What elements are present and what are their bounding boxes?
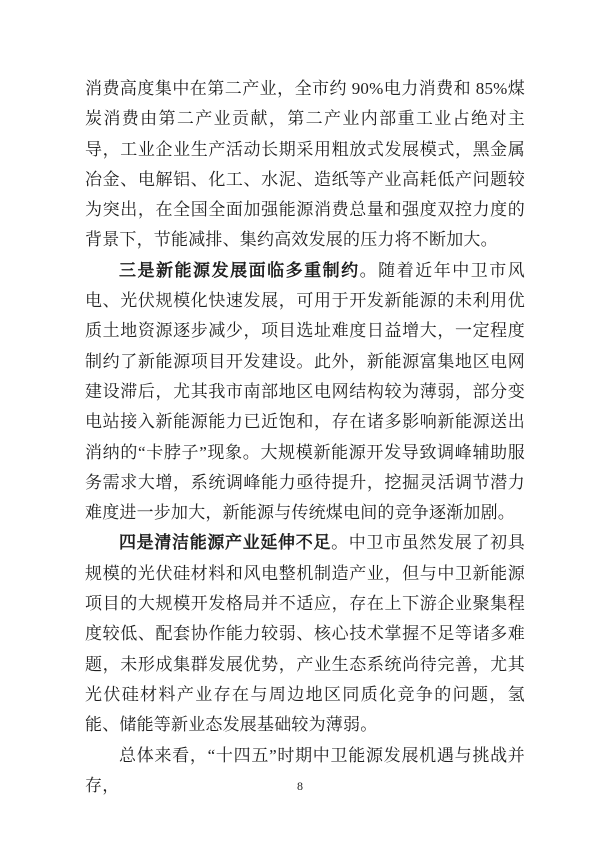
paragraph-bold-lead: 四是清洁能源产业延伸不足 [119, 533, 332, 553]
paragraph [85, 74, 525, 256]
page-number: 8 [297, 779, 303, 793]
paragraph [85, 528, 525, 740]
paragraph-text: 总体来看，“十四五”时期中卫能源发展机遇与挑战并存， [85, 745, 525, 795]
paragraph [85, 256, 525, 529]
document-body [85, 74, 525, 801]
paragraph-text: 。中卫市虽然发展了初具规模的光伏硅材料和风电整机制造产业，但与中卫新能源项目的大规模开发格局并不适应，存在上下游企业聚集程度较低、配套协作能力较弱、核心技术掌握不足等诸多难题，未形成集群发展优势，产业生态系统尚待完善，尤其光伏硅材料产业存在与周边地区同质化竞争的问题，氢能、储能等新业态发展基础较为薄弱。 [85, 533, 526, 735]
paragraph-text: 。随着近年中卫市风电、光伏规模化快速发展，可用于开发新能源的未利用优质土地资源逐步减少，项目选址难度日益增大，一定程度制约了新能源项目开发建设。此外，新能源富集地区电网建设滞后，尤其我市南部地区电网结构较为薄弱，部分变电站接入新能源能力已近饱和，存在诸多影响新能源送出消纳的“卡脖子”现象。大规模新能源开发导致调峰辅助服务需求大增，系统调峰能力亟待提升，挖掘灵活调节潜力难度进一步加大，新能源与传统煤电间的竞争逐渐加剧。 [85, 260, 525, 523]
paragraph-text: 消费高度集中在第二产业，全市约 90%电力消费和 85%煤炭消费由第二产业贡献，第二产业内部重工业占绝对主导，工业企业生产活动长期采用粗放式发展模式，黑金属冶金、电解铝、化工、水泥、造纸等产业高耗低产问题较为突出，在全国全面加强能源消费总量和强度双控力度的背景下，节能减排、集约高效发展的压力将不断加大。 [85, 79, 525, 250]
page-footer [0, 779, 600, 794]
paragraph-bold-lead: 三是新能源发展面临多重制约 [119, 260, 360, 280]
